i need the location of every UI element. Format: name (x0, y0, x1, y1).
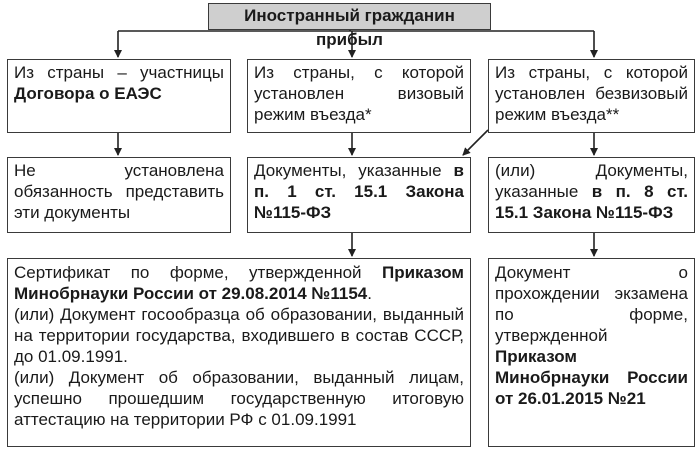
box-exam-document (488, 258, 695, 447)
visa-docs-bold: в п. 1 ст. 15.1 Закона №115-ФЗ (254, 161, 464, 222)
eaes-text: Из страны – участницы (14, 63, 224, 82)
certificate-paragraph-1: Сертификат по форме, утвержденной Приказом Минобрнауки России от 29.08.2014 №1154. (14, 263, 464, 303)
box-visafree-documents (488, 157, 695, 233)
box-certificate-options (7, 258, 471, 447)
eaes-bold: Договора о ЕАЭС (14, 84, 162, 103)
visafree-docs-text: (или) Документы, указанные (495, 161, 688, 201)
visa-text: Из страны, с которой установлен визовый режим въезда* (254, 63, 464, 124)
exam-text: Документ о прохождении экзамена по форме, утвержденной (495, 263, 688, 345)
box-eaes-country (7, 59, 231, 133)
arrow-visafree-diagonal (463, 130, 488, 155)
box-no-obligation (7, 157, 231, 233)
header-title: Иностранный гражданин прибыл (244, 6, 455, 49)
certificate-paragraph-2: (или) Документ госообразца об образовании, выданный на территории государства, входившего в состав СССР, до 01.09.1991. (14, 305, 464, 366)
certificate-paragraph-3: (или) Документ об образовании, выданный лицам, успешно прошедшим государственную итоговую аттестацию на территории РФ с 01.09.1991 (14, 368, 464, 429)
visafree-text: Из страны, с которой установлен безвизовый режим въезда** (495, 63, 688, 124)
visafree-docs-bold: в п. 8 ст. 15.1 Закона №115-ФЗ (495, 182, 689, 222)
box-visa-documents (247, 157, 471, 233)
box-visa-country (247, 59, 471, 133)
header-box (208, 3, 491, 49)
exam-bold: Приказом Минобрнауки России от 26.01.2015 №21 (495, 347, 688, 408)
visa-docs-text: Документы, указанные (254, 161, 454, 180)
box-visafree-country (488, 59, 695, 133)
no-obligation-text: Не установлена обязанность представить эти документы (14, 161, 224, 222)
